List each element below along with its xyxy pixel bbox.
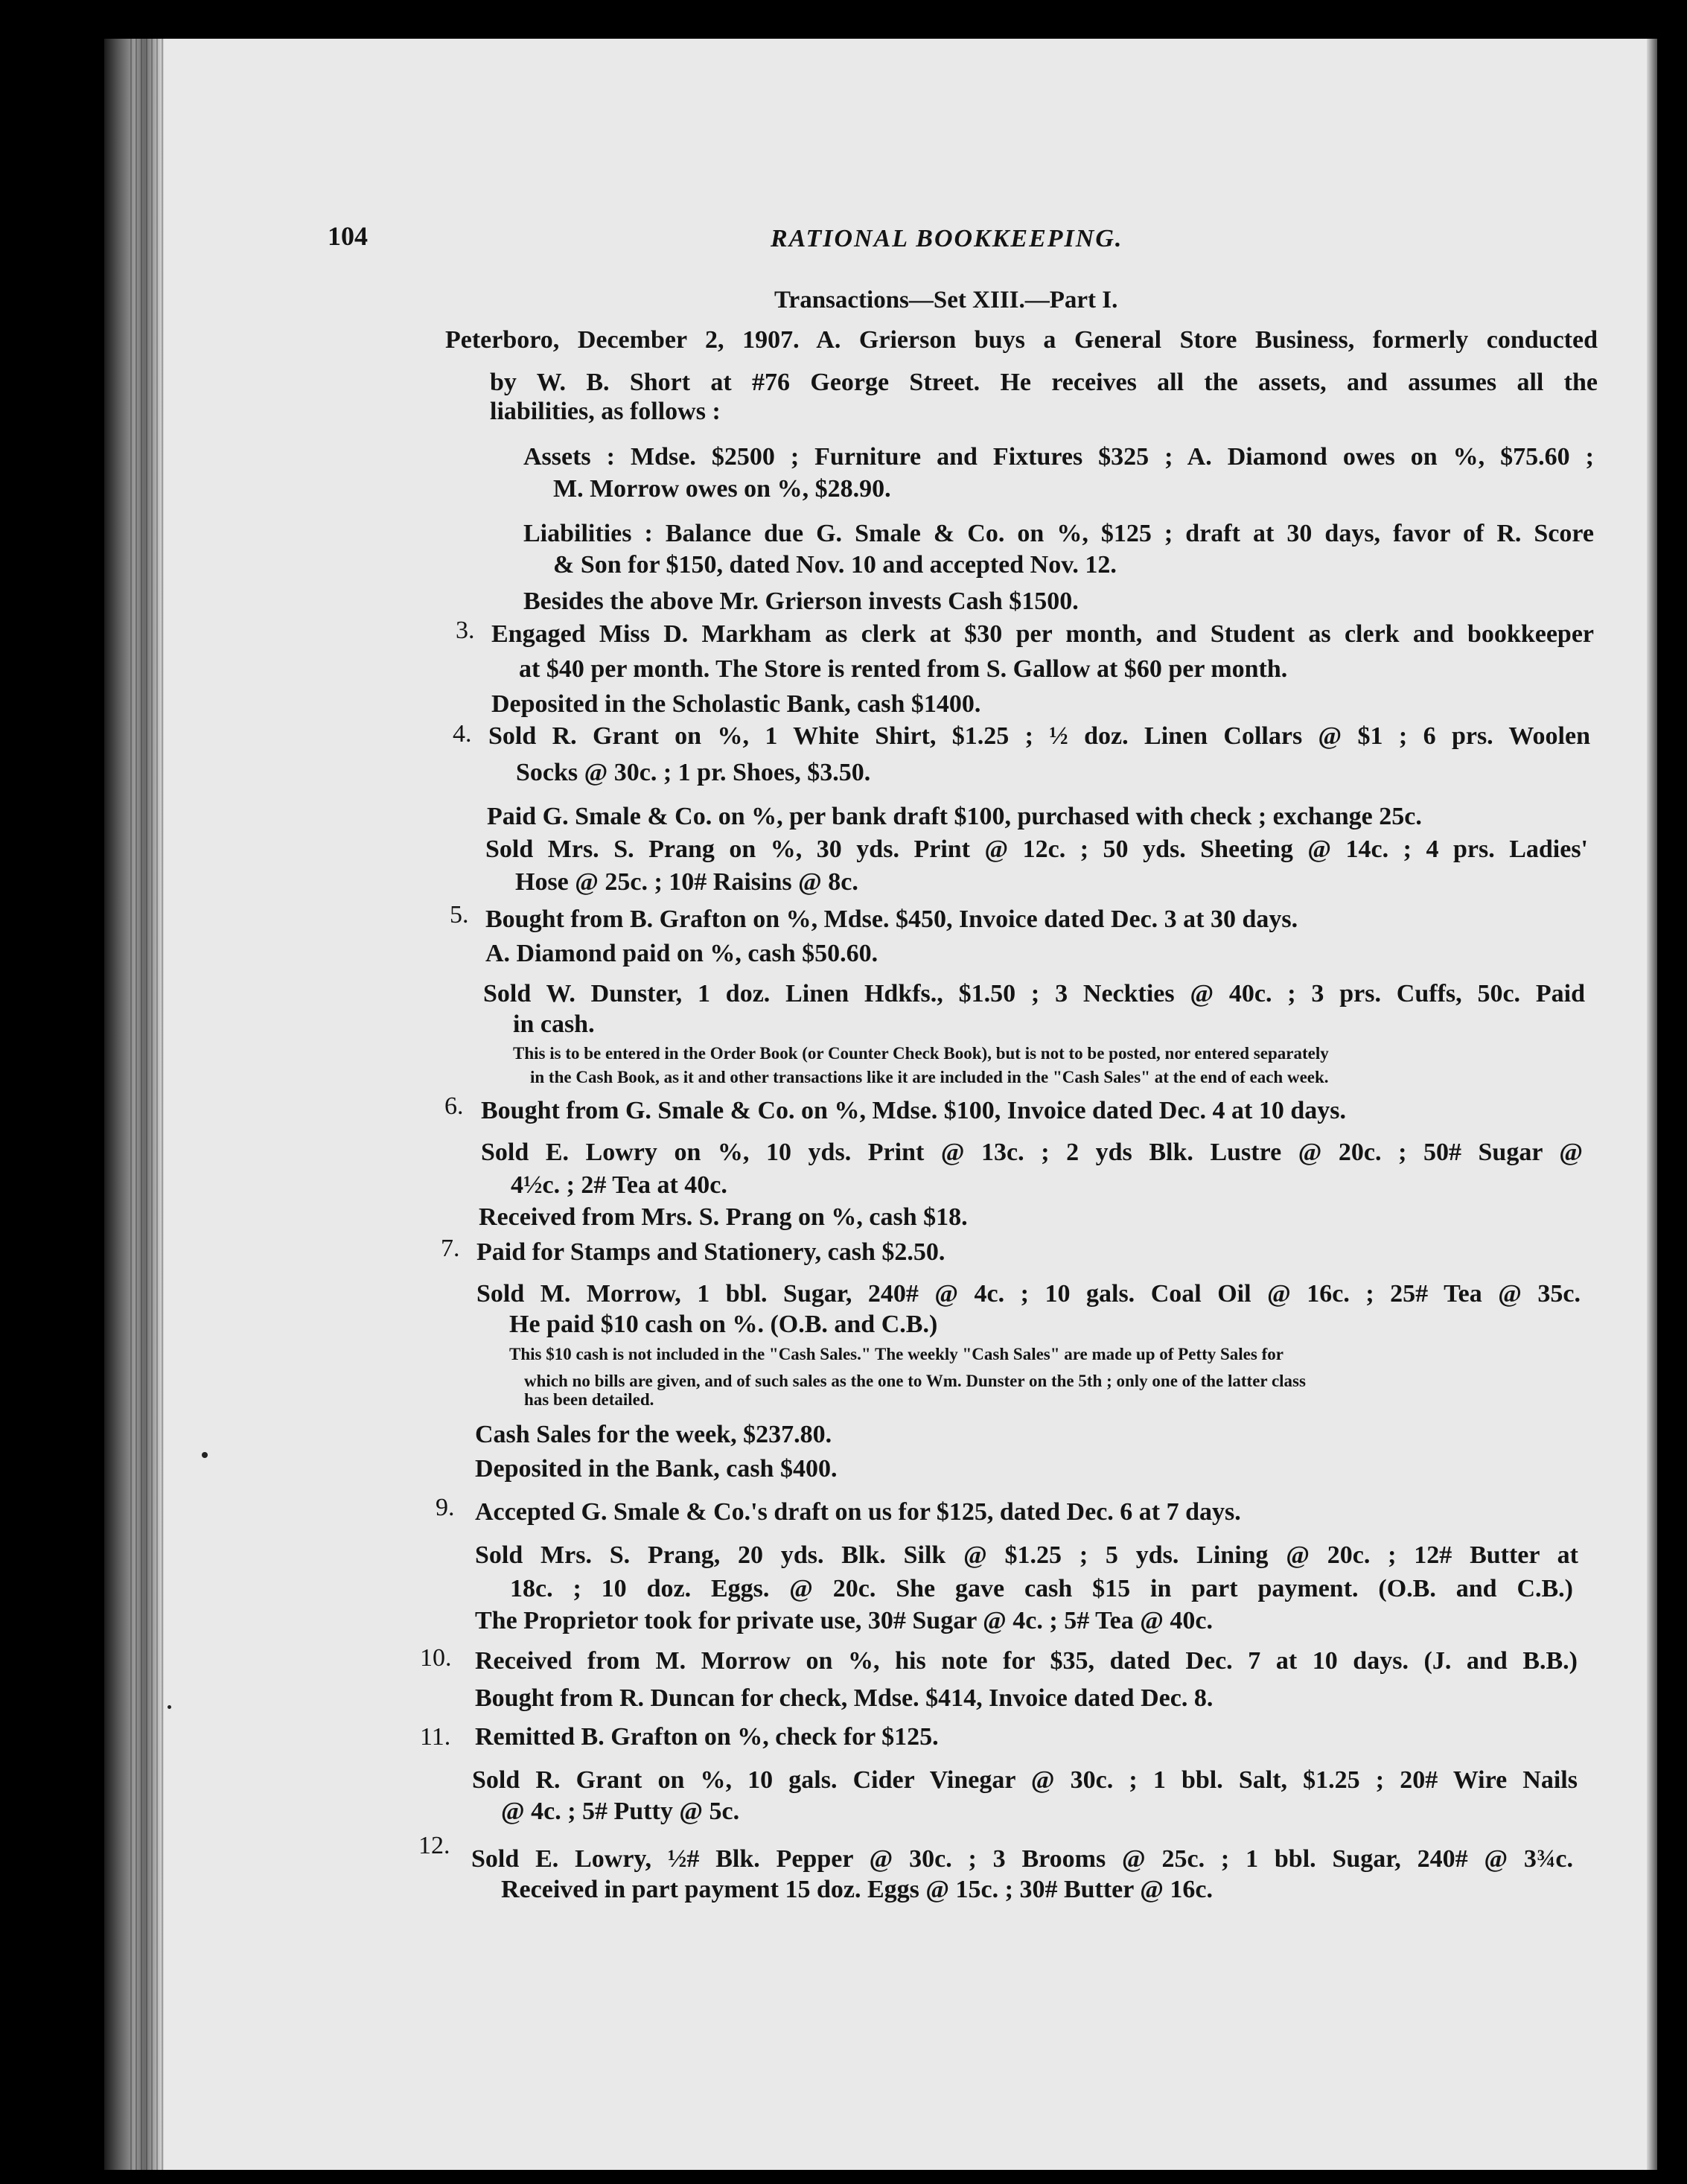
instruction-note: which no bills are given, and of such sales as the one to Wm. Dunster on the 5th ; only one of the latter class <box>524 1372 1306 1390</box>
transaction-line: Engaged Miss D. Markham as clerk at $30 per month, and Student as clerk and bookkeeper <box>491 620 1594 648</box>
transaction-line: 4½c. ; 2# Tea at 40c. <box>511 1171 727 1199</box>
transaction-line: Socks @ 30c. ; 1 pr. Shoes, $3.50. <box>516 759 871 786</box>
transaction-line: Sold W. Dunster, 1 doz. Linen Hdkfs., $1.50 ; 3 Neckties @ 40c. ; 3 prs. Cuffs, 50c. Paid <box>483 980 1585 1007</box>
transaction-line: Sold Mrs. S. Prang on %, 30 yds. Print @ 12c. ; 50 yds. Sheeting @ 14c. ; 4 prs. Ladies' <box>485 835 1588 863</box>
transaction-line: & Son for $150, dated Nov. 10 and accepted Nov. 12. <box>553 551 1117 579</box>
page-right-edge <box>1647 39 1657 2170</box>
margin-mark <box>202 1452 208 1458</box>
day-number: 9. <box>436 1494 455 1521</box>
margin-mark <box>168 1705 171 1709</box>
transaction-line: Cash Sales for the week, $237.80. <box>475 1421 832 1448</box>
day-number: 11. <box>420 1723 451 1751</box>
day-number: 3. <box>456 617 475 644</box>
transaction-line: A. Diamond paid on %, cash $50.60. <box>485 940 878 967</box>
transaction-line: liabilities, as follows : <box>490 398 721 425</box>
instruction-note: This $10 cash is not included in the "Cash Sales." The weekly "Cash Sales" are made up of Petty Sales for <box>509 1345 1283 1363</box>
transaction-line: Received in part payment 15 doz. Eggs @ 15c. ; 30# Butter @ 16c. <box>501 1876 1213 1903</box>
instruction-note: This is to be entered in the Order Book (or Counter Check Book), but is not to be posted, nor entered separately <box>513 1044 1329 1063</box>
transaction-line: Deposited in the Scholastic Bank, cash $1400. <box>491 690 981 718</box>
transaction-line: Peterboro, December 2, 1907. A. Grierson buys a General Store Business, formerly conducted <box>445 326 1598 354</box>
day-number: 7. <box>441 1235 460 1262</box>
transaction-line: by W. B. Short at #76 George Street. He receives all the assets, and assumes all the <box>490 369 1598 396</box>
transaction-line: Assets : Mdse. $2500 ; Furniture and Fixtures $325 ; A. Diamond owes on %, $75.60 ; <box>523 443 1594 471</box>
day-number: 5. <box>450 901 469 929</box>
running-head: RATIONAL BOOKKEEPING. <box>771 225 1123 252</box>
transaction-line: Sold M. Morrow, 1 bbl. Sugar, 240# @ 4c. ; 10 gals. Coal Oil @ 16c. ; 25# Tea @ 35c. <box>476 1280 1581 1308</box>
transaction-line: Sold E. Lowry, ½# Blk. Pepper @ 30c. ; 3 Brooms @ 25c. ; 1 bbl. Sugar, 240# @ 3¾c. <box>471 1845 1573 1873</box>
transaction-line: Liabilities : Balance due G. Smale & Co. on %, $125 ; draft at 30 days, favor of R. Score <box>523 520 1594 547</box>
transaction-line: Paid G. Smale & Co. on %, per bank draft $100, purchased with check ; exchange 25c. <box>487 803 1422 830</box>
transaction-line: Accepted G. Smale & Co.'s draft on us for $125, dated Dec. 6 at 7 days. <box>475 1498 1241 1526</box>
transaction-line: Besides the above Mr. Grierson invests Cash $1500. <box>523 588 1079 615</box>
transaction-line: 18c. ; 10 doz. Eggs. @ 20c. She gave cash $15 in part payment. (O.B. and C.B.) <box>510 1575 1573 1602</box>
day-number: 6. <box>444 1092 464 1120</box>
transaction-line: Received from M. Morrow on %, his note for $35, dated Dec. 7 at 10 days. (J. and B.B.) <box>475 1647 1578 1675</box>
transaction-line: Bought from G. Smale & Co. on %, Mdse. $100, Invoice dated Dec. 4 at 10 days. <box>481 1097 1346 1124</box>
transaction-line: Sold Mrs. S. Prang, 20 yds. Blk. Silk @ $1.25 ; 5 yds. Lining @ 20c. ; 12# Butter at <box>475 1541 1578 1569</box>
day-number: 4. <box>453 720 472 748</box>
page-number: 104 <box>328 221 368 251</box>
section-title: Transactions—Set XIII.—Part I. <box>774 287 1118 313</box>
transaction-line: Sold R. Grant on %, 10 gals. Cider Vinegar @ 30c. ; 1 bbl. Salt, $1.25 ; 20# Wire Nails <box>472 1766 1578 1794</box>
transaction-line: Deposited in the Bank, cash $400. <box>475 1455 838 1483</box>
transaction-line: Bought from R. Duncan for check, Mdse. $414, Invoice dated Dec. 8. <box>475 1684 1214 1712</box>
day-number: 12. <box>418 1832 450 1859</box>
transaction-line: Paid for Stamps and Stationery, cash $2.50. <box>476 1238 945 1266</box>
transaction-line: Sold R. Grant on %, 1 White Shirt, $1.25 ; ½ doz. Linen Collars @ $1 ; 6 prs. Woolen <box>488 722 1590 750</box>
transaction-line: Sold E. Lowry on %, 10 yds. Print @ 13c. ; 2 yds Blk. Lustre @ 20c. ; 50# Sugar @ <box>481 1139 1583 1166</box>
transaction-line: Hose @ 25c. ; 10# Raisins @ 8c. <box>515 868 858 896</box>
page-edges <box>130 39 168 2170</box>
transaction-line: @ 4c. ; 5# Putty @ 5c. <box>501 1798 740 1825</box>
transaction-line: Bought from B. Grafton on %, Mdse. $450, Invoice dated Dec. 3 at 30 days. <box>485 905 1298 933</box>
transaction-line: Remitted B. Grafton on %, check for $125. <box>475 1723 939 1751</box>
instruction-note: in the Cash Book, as it and other transactions like it are included in the "Cash Sales" at the end of each week. <box>530 1068 1329 1086</box>
transaction-line: He paid $10 cash on %. (O.B. and C.B.) <box>509 1311 938 1338</box>
instruction-note: has been detailed. <box>524 1390 654 1409</box>
transaction-line: M. Morrow owes on %, $28.90. <box>553 475 891 503</box>
transaction-line: in cash. <box>513 1010 595 1038</box>
transaction-line: at $40 per month. The Store is rented from S. Gallow at $60 per month. <box>519 655 1288 683</box>
day-number: 10. <box>420 1644 452 1672</box>
transaction-line: The Proprietor took for private use, 30# Sugar @ 4c. ; 5# Tea @ 40c. <box>475 1607 1213 1634</box>
transaction-line: Received from Mrs. S. Prang on %, cash $18. <box>479 1203 968 1231</box>
